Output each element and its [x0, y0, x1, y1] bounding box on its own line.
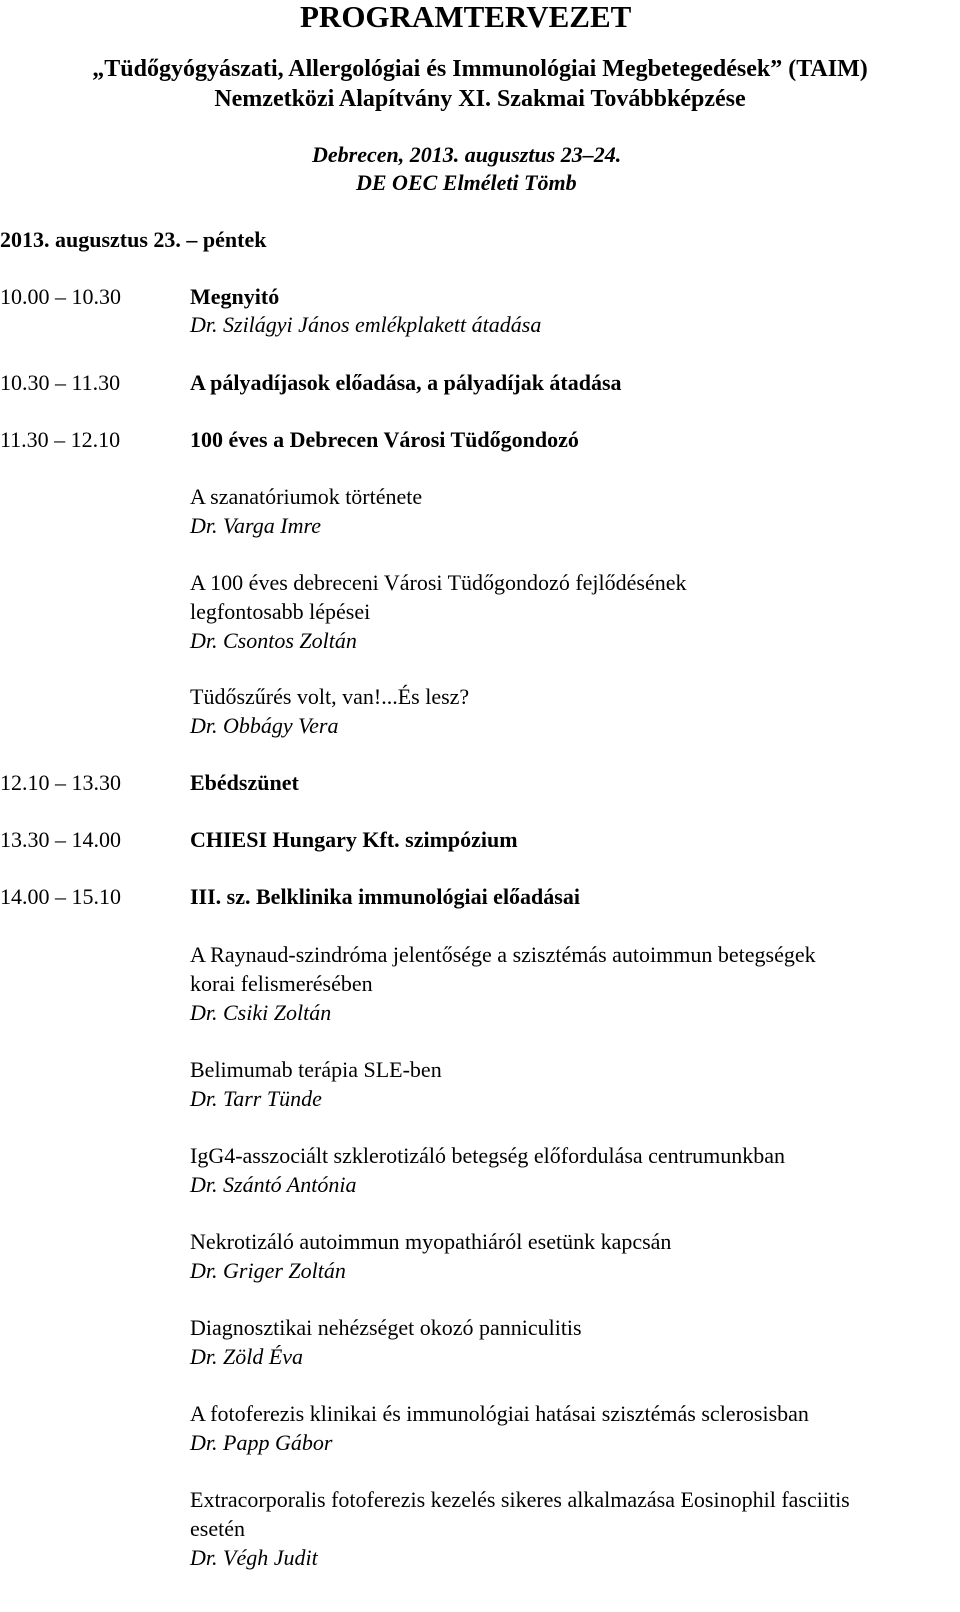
document-title: PROGRAMTERVEZET [300, 0, 632, 34]
slot-time: 10.00 – 10.30 [0, 284, 121, 309]
event-subtitle-line-2: Nemzetközi Alapítvány XI. Szakmai Továbbképzése [214, 86, 746, 112]
talk-title: Extracorporalis fotoferezis kezelés sikeres alkalmazása Eosinophil fasciitis [190, 1487, 850, 1512]
talk-speaker: Dr. Szántó Antónia [190, 1172, 357, 1197]
slot-time: 13.30 – 14.00 [0, 827, 121, 852]
slot-title: Megnyitó [190, 284, 280, 309]
slot-time: 11.30 – 12.10 [0, 427, 121, 452]
talk-title-line-2: legfontosabb lépései [190, 599, 371, 624]
opening-note: Dr. Szilágyi János emlékplakett átadása [190, 312, 542, 337]
talk-speaker: Dr. Papp Gábor [190, 1430, 333, 1455]
slot-title: Ebédszünet [190, 770, 299, 795]
talk-item [190, 682, 960, 740]
talk-title-line-2: esetén [190, 1516, 245, 1541]
talk-title: IgG4-asszociált szklerotizáló betegség előfordulása centrumunkban [190, 1143, 785, 1168]
slot-title: CHIESI Hungary Kft. szimpózium [190, 827, 518, 852]
slot-title: A pályadíjasok előadása, a pályadíjak átadása [190, 370, 622, 395]
day-heading: 2013. augusztus 23. – péntek [0, 227, 267, 252]
talk-title: Tüdőszűrés volt, van!...És lesz? [190, 684, 470, 709]
talk-speaker: Dr. Csiki Zoltán [190, 1000, 332, 1025]
slot-time: 10.30 – 11.30 [0, 370, 121, 395]
talk-title: A 100 éves debreceni Városi Tüdőgondozó fejlődésének [190, 570, 687, 595]
slot-time: 12.10 – 13.30 [0, 770, 121, 795]
talk-speaker: Dr. Végh Judit [190, 1545, 318, 1570]
talk-speaker: Dr. Obbágy Vera [190, 713, 339, 738]
talk-title: A szanatóriumok története [190, 484, 423, 509]
talk-speaker: Dr. Csontos Zoltán [190, 628, 357, 653]
talk-title: Belimumab terápia SLE-ben [190, 1057, 442, 1082]
venue-place: DE OEC Elméleti Tömb [356, 170, 577, 195]
event-subtitle-line-1: „Tüdőgyógyászati, Allergológiai és Immunológiai Megbetegedések” (TAIM) [92, 56, 868, 82]
slot-title: 100 éves a Debrecen Városi Tüdőgondozó [190, 427, 579, 452]
talk-item [190, 940, 960, 1027]
venue-date: Debrecen, 2013. augusztus 23–24. [312, 142, 622, 167]
talk-title: A fotoferezis klinikai és immunológiai hatásai szisztémás sclerosisban [190, 1401, 809, 1426]
talk-speaker: Dr. Griger Zoltán [190, 1258, 346, 1283]
slot-time: 14.00 – 15.10 [0, 884, 121, 909]
talk-speaker: Dr. Zöld Éva [190, 1344, 304, 1369]
talk-item [190, 1485, 960, 1572]
talk-item [190, 1399, 960, 1457]
talk-item [190, 1141, 960, 1199]
talk-title: A Raynaud-szindróma jelentősége a szisztémás autoimmun betegségek [190, 942, 816, 967]
talk-title: Diagnosztikai nehézséget okozó panniculitis [190, 1315, 582, 1340]
talk-item [190, 1227, 960, 1285]
talk-speaker: Dr. Tarr Tünde [190, 1086, 322, 1111]
talk-item [190, 482, 960, 540]
talk-item [190, 568, 960, 655]
talk-title-line-2: korai felismerésében [190, 971, 373, 996]
talk-item [190, 1055, 960, 1113]
talk-title: Nekrotizáló autoimmun myopathiáról esetünk kapcsán [190, 1229, 672, 1254]
slot-title: III. sz. Belklinika immunológiai előadásai [190, 884, 580, 909]
talk-item [190, 1313, 960, 1371]
talk-speaker: Dr. Varga Imre [190, 513, 321, 538]
